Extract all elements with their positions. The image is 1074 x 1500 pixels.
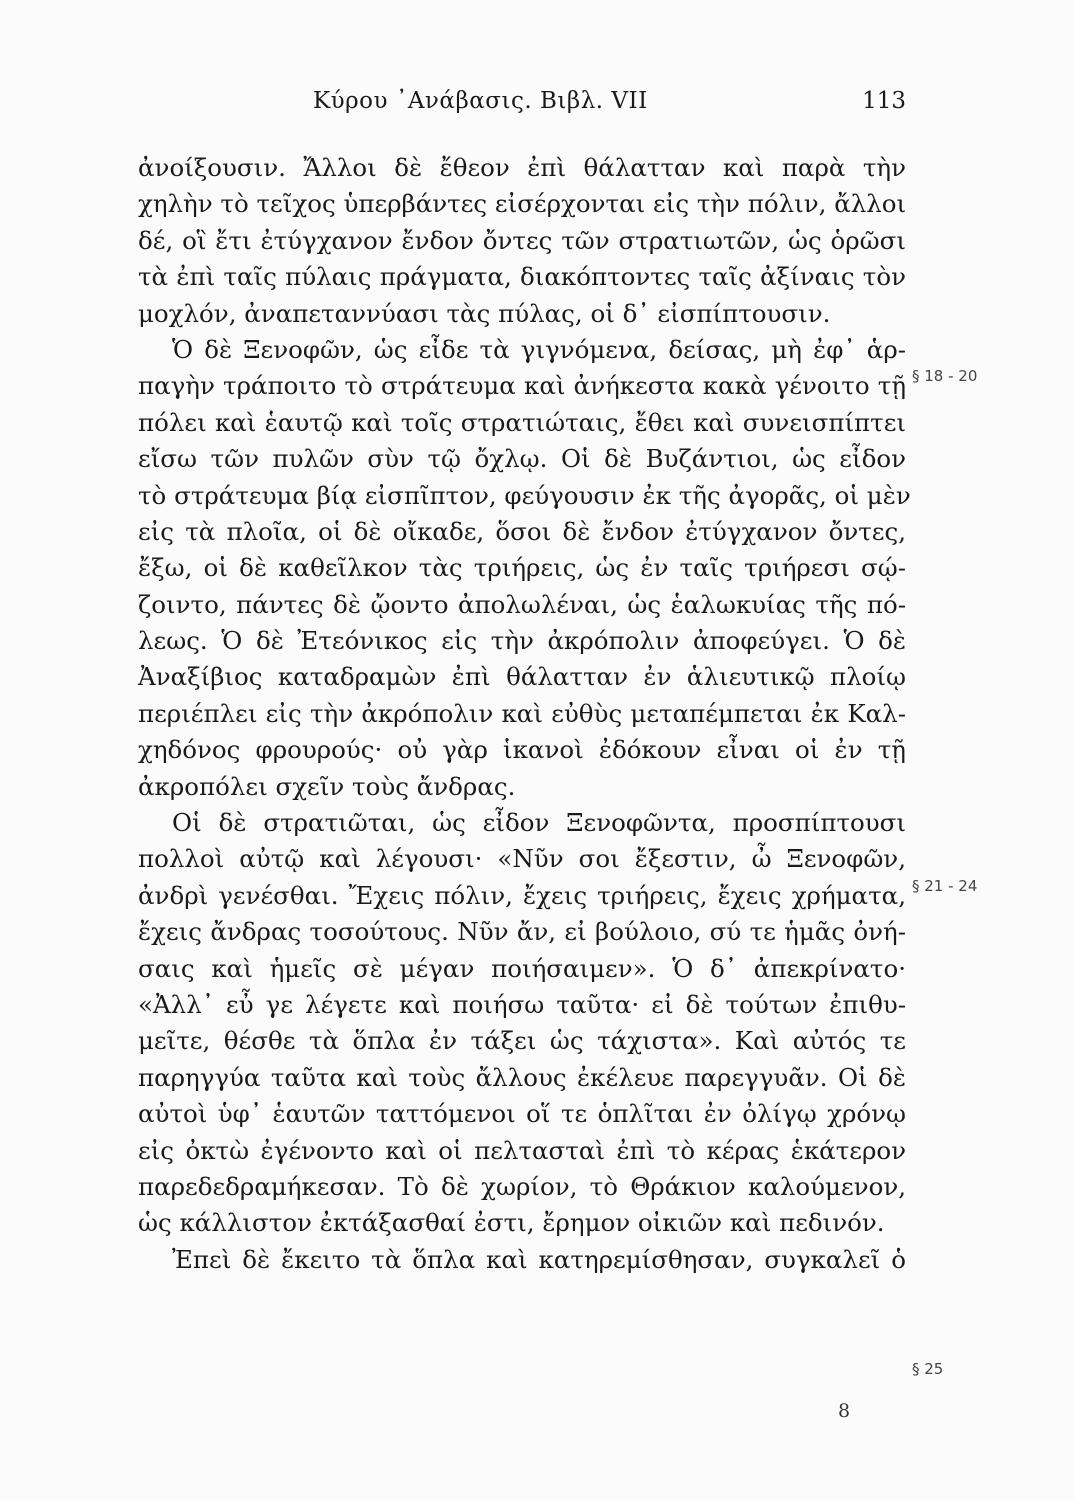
text-line: Ἀναξίβιος καταδραμὼν ἐπὶ θάλατταν ἐν ἁλιευτικῷ πλοίῳ	[138, 662, 906, 692]
text-line: μοχλόν, ἀναπεταννύασι τὰς πύλας, οἱ δ᾿ εἰσπίπτουσιν.	[138, 298, 831, 328]
text-line: ζοιντο, πάντες δὲ ᾤοντο ἀπολωλέναι, ὡς ἑαλωκυίας τῆς πό-	[138, 589, 906, 619]
text-line: ἀνοίξουσιν. Ἄλλοι δὲ ἔθεον ἐπὶ θάλατταν καὶ παρὰ τὴν	[138, 153, 906, 182]
text-line: περιέπλει εἰς τὴν ἀκρόπολιν καὶ εὐθὺς μεταπέμπεται ἐκ Καλ-	[138, 698, 906, 728]
text-line: ἀκροπόλει σχεῖν τοὺς ἄνδρας.	[138, 771, 516, 801]
text-line: λεως. Ὁ δὲ Ἐτεόνικος εἰς τὴν ἀκρόπολιν ἀποφεύγει. Ὁ δὲ	[138, 626, 906, 656]
body-text	[138, 150, 911, 1278]
text-line: μεῖτε, θέσθε τὰ ὅπλα ἐν τάξει ὡς τάχιστα». Καὶ αὐτός τε	[138, 1026, 906, 1056]
text-line: πόλει καὶ ἑαυτῷ καὶ τοῖς στρατιώταις, ἔθει καὶ συνεισπίπτει	[138, 407, 906, 437]
printer-signature: 8	[838, 1400, 851, 1422]
text-line: Ὁ δὲ Ξενοφῶν, ὡς εἶδε τὰ γιγνόμενα, δείσας, μὴ ἐφ᾿ ἁρ-	[172, 334, 906, 364]
text-line: ὡς κάλλιστον ἐκτάξασθαί ἐστι, ἔρημον οἰκιῶν καὶ πεδινόν.	[138, 1208, 885, 1238]
text-line: εἴσω τῶν πυλῶν σὺν τῷ ὄχλῳ. Οἱ δὲ Βυζάντιοι, ὡς εἶδον	[138, 444, 906, 474]
page-header	[138, 88, 906, 124]
section-ref-18-20: § 18 - 20	[912, 367, 978, 385]
text-line: αὐτοὶ ὑφ᾿ ἑαυτῶν ταττόμενοι οἵ τε ὁπλῖται ἐν ὀλίγῳ χρόνῳ	[138, 1099, 906, 1129]
text-line: ἔξω, οἱ δὲ καθεῖλκον τὰς τριήρεις, ὡς ἐν ταῖς τριήρεσι σῴ-	[138, 553, 906, 583]
section-ref-25: § 25	[912, 1360, 944, 1378]
text-line: Ἐπεὶ δὲ ἔκειτο τὰ ὅπλα καὶ κατηρεμίσθησαν, συγκαλεῖ ὁ	[172, 1244, 906, 1274]
text-line: χηλὴν τὸ τεῖχος ὑπερβάντες εἰσέρχονται εἰς τὴν πόλιν, ἄλλοι	[138, 189, 907, 219]
text-line: «Ἀλλ᾿ εὖ γε λέγετε καὶ ποιήσω ταῦτα· εἰ δὲ τούτων ἐπιθυ-	[138, 989, 906, 1019]
text-line: εἰς ὀκτὼ ἐγένοντο καὶ οἱ πελτασταὶ ἐπὶ τὸ κέρας ἑκάτερον	[138, 1135, 906, 1165]
text-line: παρηγγύα ταῦτα καὶ τοὺς ἄλλους ἐκέλευε παρεγγυᾶν. Οἱ δὲ	[138, 1062, 906, 1092]
text-line: χηδόνος φρουρούς· οὐ γὰρ ἱκανοὶ ἐδόκουν εἶναι οἱ ἐν τῇ	[138, 735, 906, 765]
text-line: ἔχεις ἄνδρας τοσούτους. Νῦν ἄν, εἰ βούλοιο, σύ τε ἡμᾶς ὀνή-	[138, 917, 906, 947]
text-line: ἀνδρὶ γενέσθαι. Ἔχεις πόλιν, ἔχεις τριήρεις, ἔχεις χρήματα,	[138, 880, 906, 910]
text-line: παρεδεδραμήκεσαν. Τὸ δὲ χωρίον, τὸ Θράκιον καλούμενον,	[138, 1171, 906, 1201]
text-line: τὸ στράτευμα βίᾳ εἰσπῖπτον, φεύγουσιν ἐκ τῆς ἀγορᾶς, οἱ μὲν	[138, 480, 911, 510]
section-ref-21-24: § 21 - 24	[912, 877, 978, 895]
text-line: δέ, οἳ ἔτι ἐτύγχανον ἔνδον ὄντες τῶν στρατιωτῶν, ὡς ὁρῶσι	[138, 225, 906, 255]
text-line: πολλοὶ αὐτῷ καὶ λέγουσι· «Νῦν σοι ἔξεστιν, ὦ Ξενοφῶν,	[138, 844, 906, 874]
page-number: 113	[862, 88, 906, 114]
text-line: σαις καὶ ἡμεῖς σὲ μέγαν ποιήσαιμεν». Ὁ δ᾿ ἀπεκρίνατο·	[138, 953, 906, 983]
text-line: Οἱ δὲ στρατιῶται, ὡς εἶδον Ξενοφῶντα, προσπίπτουσι	[172, 808, 906, 838]
text-line: τὰ ἐπὶ ταῖς πύλαις πράγματα, διακόπτοντες ταῖς ἀξίναις τὸν	[138, 262, 906, 292]
text-line: παγὴν τράποιτο τὸ στράτευμα καὶ ἀνήκεστα κακὰ γένοιτο τῇ	[138, 371, 906, 401]
running-title: Κύρου ᾿Ανάβασις. Βιβλ. VII	[313, 88, 648, 114]
text-line: εἰς τὰ πλοῖα, οἱ δὲ οἴκαδε, ὅσοι δὲ ἔνδον ἐτύγχανον ὄντες,	[138, 516, 906, 546]
